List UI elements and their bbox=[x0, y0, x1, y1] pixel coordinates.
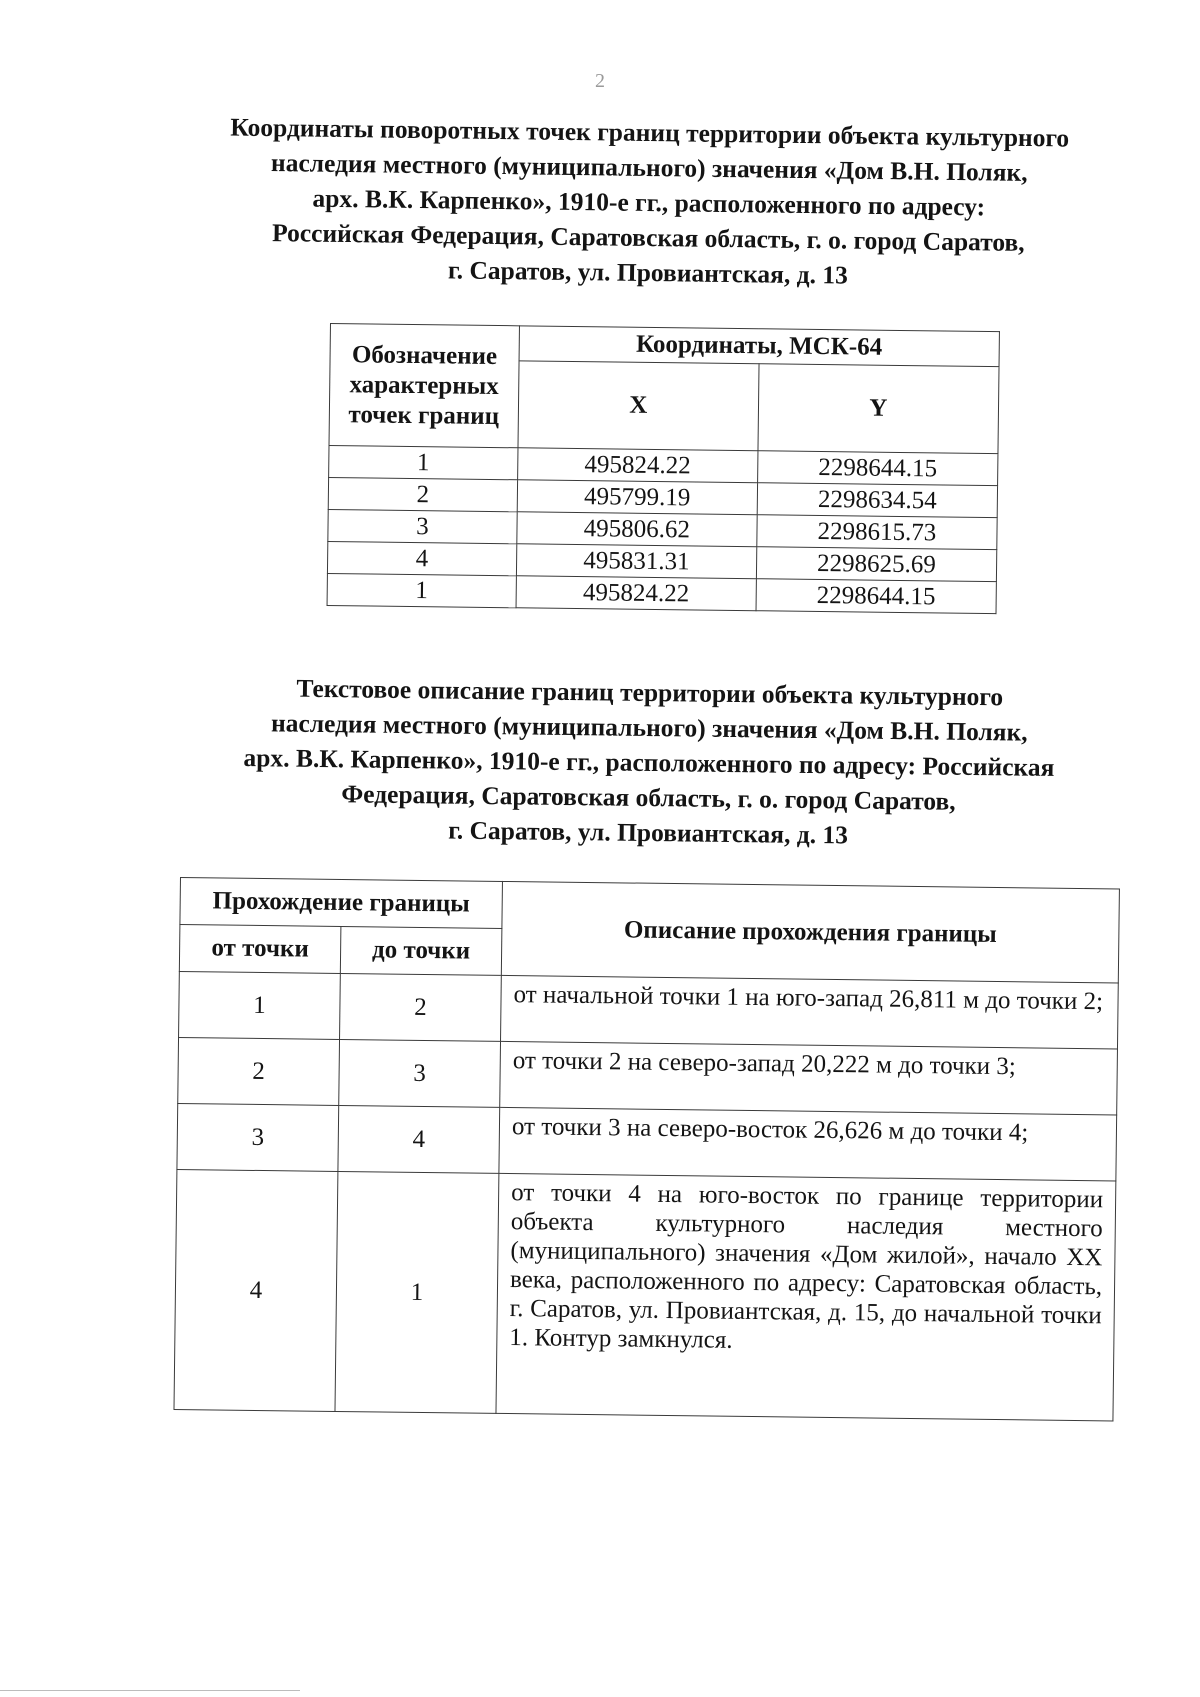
x-cell: 495831.31 bbox=[516, 544, 756, 579]
table-row bbox=[178, 1037, 1118, 1114]
heading-line: арх. В.К. Карпенко», 1910-е гг., расположенного по адресу: bbox=[312, 183, 986, 222]
point-cell: 4 bbox=[327, 541, 516, 575]
y-cell: 2298615.73 bbox=[757, 515, 998, 550]
description-heading bbox=[148, 669, 1150, 856]
table-row bbox=[174, 1169, 1116, 1420]
to-point-header: до точки bbox=[340, 926, 502, 975]
x-header: X bbox=[518, 361, 759, 451]
point-label-header: Обозначение характерных точек границ bbox=[329, 324, 519, 448]
from-point-cell: 3 bbox=[177, 1103, 339, 1171]
description-cell: от точки 3 на северо-восток 26,626 м до точки 4; bbox=[499, 1107, 1117, 1181]
page-edge-divider bbox=[0, 1690, 300, 1691]
y-cell: 2298625.69 bbox=[756, 547, 997, 582]
heading-line: Федерация, Саратовская область, г. о. город Саратов, bbox=[341, 779, 956, 816]
coordinates-table bbox=[327, 323, 1000, 614]
to-point-cell: 1 bbox=[335, 1171, 499, 1413]
boundary-description-table bbox=[173, 877, 1119, 1421]
to-point-cell: 2 bbox=[340, 973, 502, 1041]
x-cell: 495824.22 bbox=[517, 448, 757, 483]
y-cell: 2298644.15 bbox=[757, 451, 998, 486]
x-cell: 495799.19 bbox=[517, 480, 757, 515]
table-row bbox=[327, 573, 996, 613]
coordinates-heading bbox=[148, 108, 1150, 296]
page-number: 2 bbox=[595, 70, 605, 92]
from-point-cell: 1 bbox=[179, 971, 341, 1039]
x-cell: 495806.62 bbox=[517, 512, 757, 547]
heading-line: Текстовое описание границ территории объекта культурного bbox=[296, 673, 1004, 712]
x-cell: 495824.22 bbox=[516, 576, 756, 611]
heading-line: Координаты поворотных точек границ территории объекта культурного bbox=[230, 112, 1070, 153]
boundary-group-header: Прохождение границы bbox=[180, 878, 503, 929]
description-cell: от точки 2 на северо-запад 20,222 м до точки 3; bbox=[500, 1041, 1118, 1115]
to-point-cell: 3 bbox=[339, 1039, 501, 1107]
description-cell: от точки 4 на юго-восток по границе территории объекта культурного наследия местного (муниципального) значения «Дом жилой», начало XX века, расположенного по адресу: Саратовская область, г. Саратов, ул. Провиантская, д. 15, до начальной точки 1. Контур замкнулся. bbox=[496, 1173, 1116, 1421]
description-cell: от начальной точки 1 на юго-запад 26,811 м до точки 2; bbox=[501, 975, 1119, 1049]
heading-line: арх. В.К. Карпенко», 1910-е гг., расположенного по адресу: Российская bbox=[243, 743, 1055, 782]
table-row bbox=[179, 971, 1119, 1048]
from-point-cell: 4 bbox=[174, 1169, 338, 1411]
description-header: Описание прохождения границы bbox=[501, 881, 1119, 983]
table-row bbox=[177, 1103, 1117, 1180]
heading-line: Российская Федерация, Саратовская область, г. о. город Саратов, bbox=[271, 218, 1025, 257]
heading-line: наследия местного (муниципального) значения «Дом В.Н. Поляк, bbox=[270, 148, 1028, 187]
point-cell: 3 bbox=[328, 509, 517, 543]
point-cell: 1 bbox=[329, 445, 518, 479]
to-point-cell: 4 bbox=[338, 1105, 500, 1173]
heading-line: г. Саратов, ул. Провиантская, д. 13 bbox=[447, 815, 849, 850]
point-cell: 1 bbox=[327, 573, 516, 607]
coordinates-group-header: Координаты, МСК-64 bbox=[519, 326, 1000, 367]
heading-line: г. Саратов, ул. Провиантская, д. 13 bbox=[447, 255, 849, 290]
from-point-header: от точки bbox=[179, 925, 341, 974]
heading-line: наследия местного (муниципального) значения «Дом В.Н. Поляк, bbox=[270, 708, 1028, 747]
from-point-cell: 2 bbox=[178, 1037, 340, 1105]
y-header: Y bbox=[758, 364, 999, 454]
y-cell: 2298644.15 bbox=[756, 579, 997, 614]
y-cell: 2298634.54 bbox=[757, 483, 998, 518]
point-cell: 2 bbox=[328, 477, 517, 511]
